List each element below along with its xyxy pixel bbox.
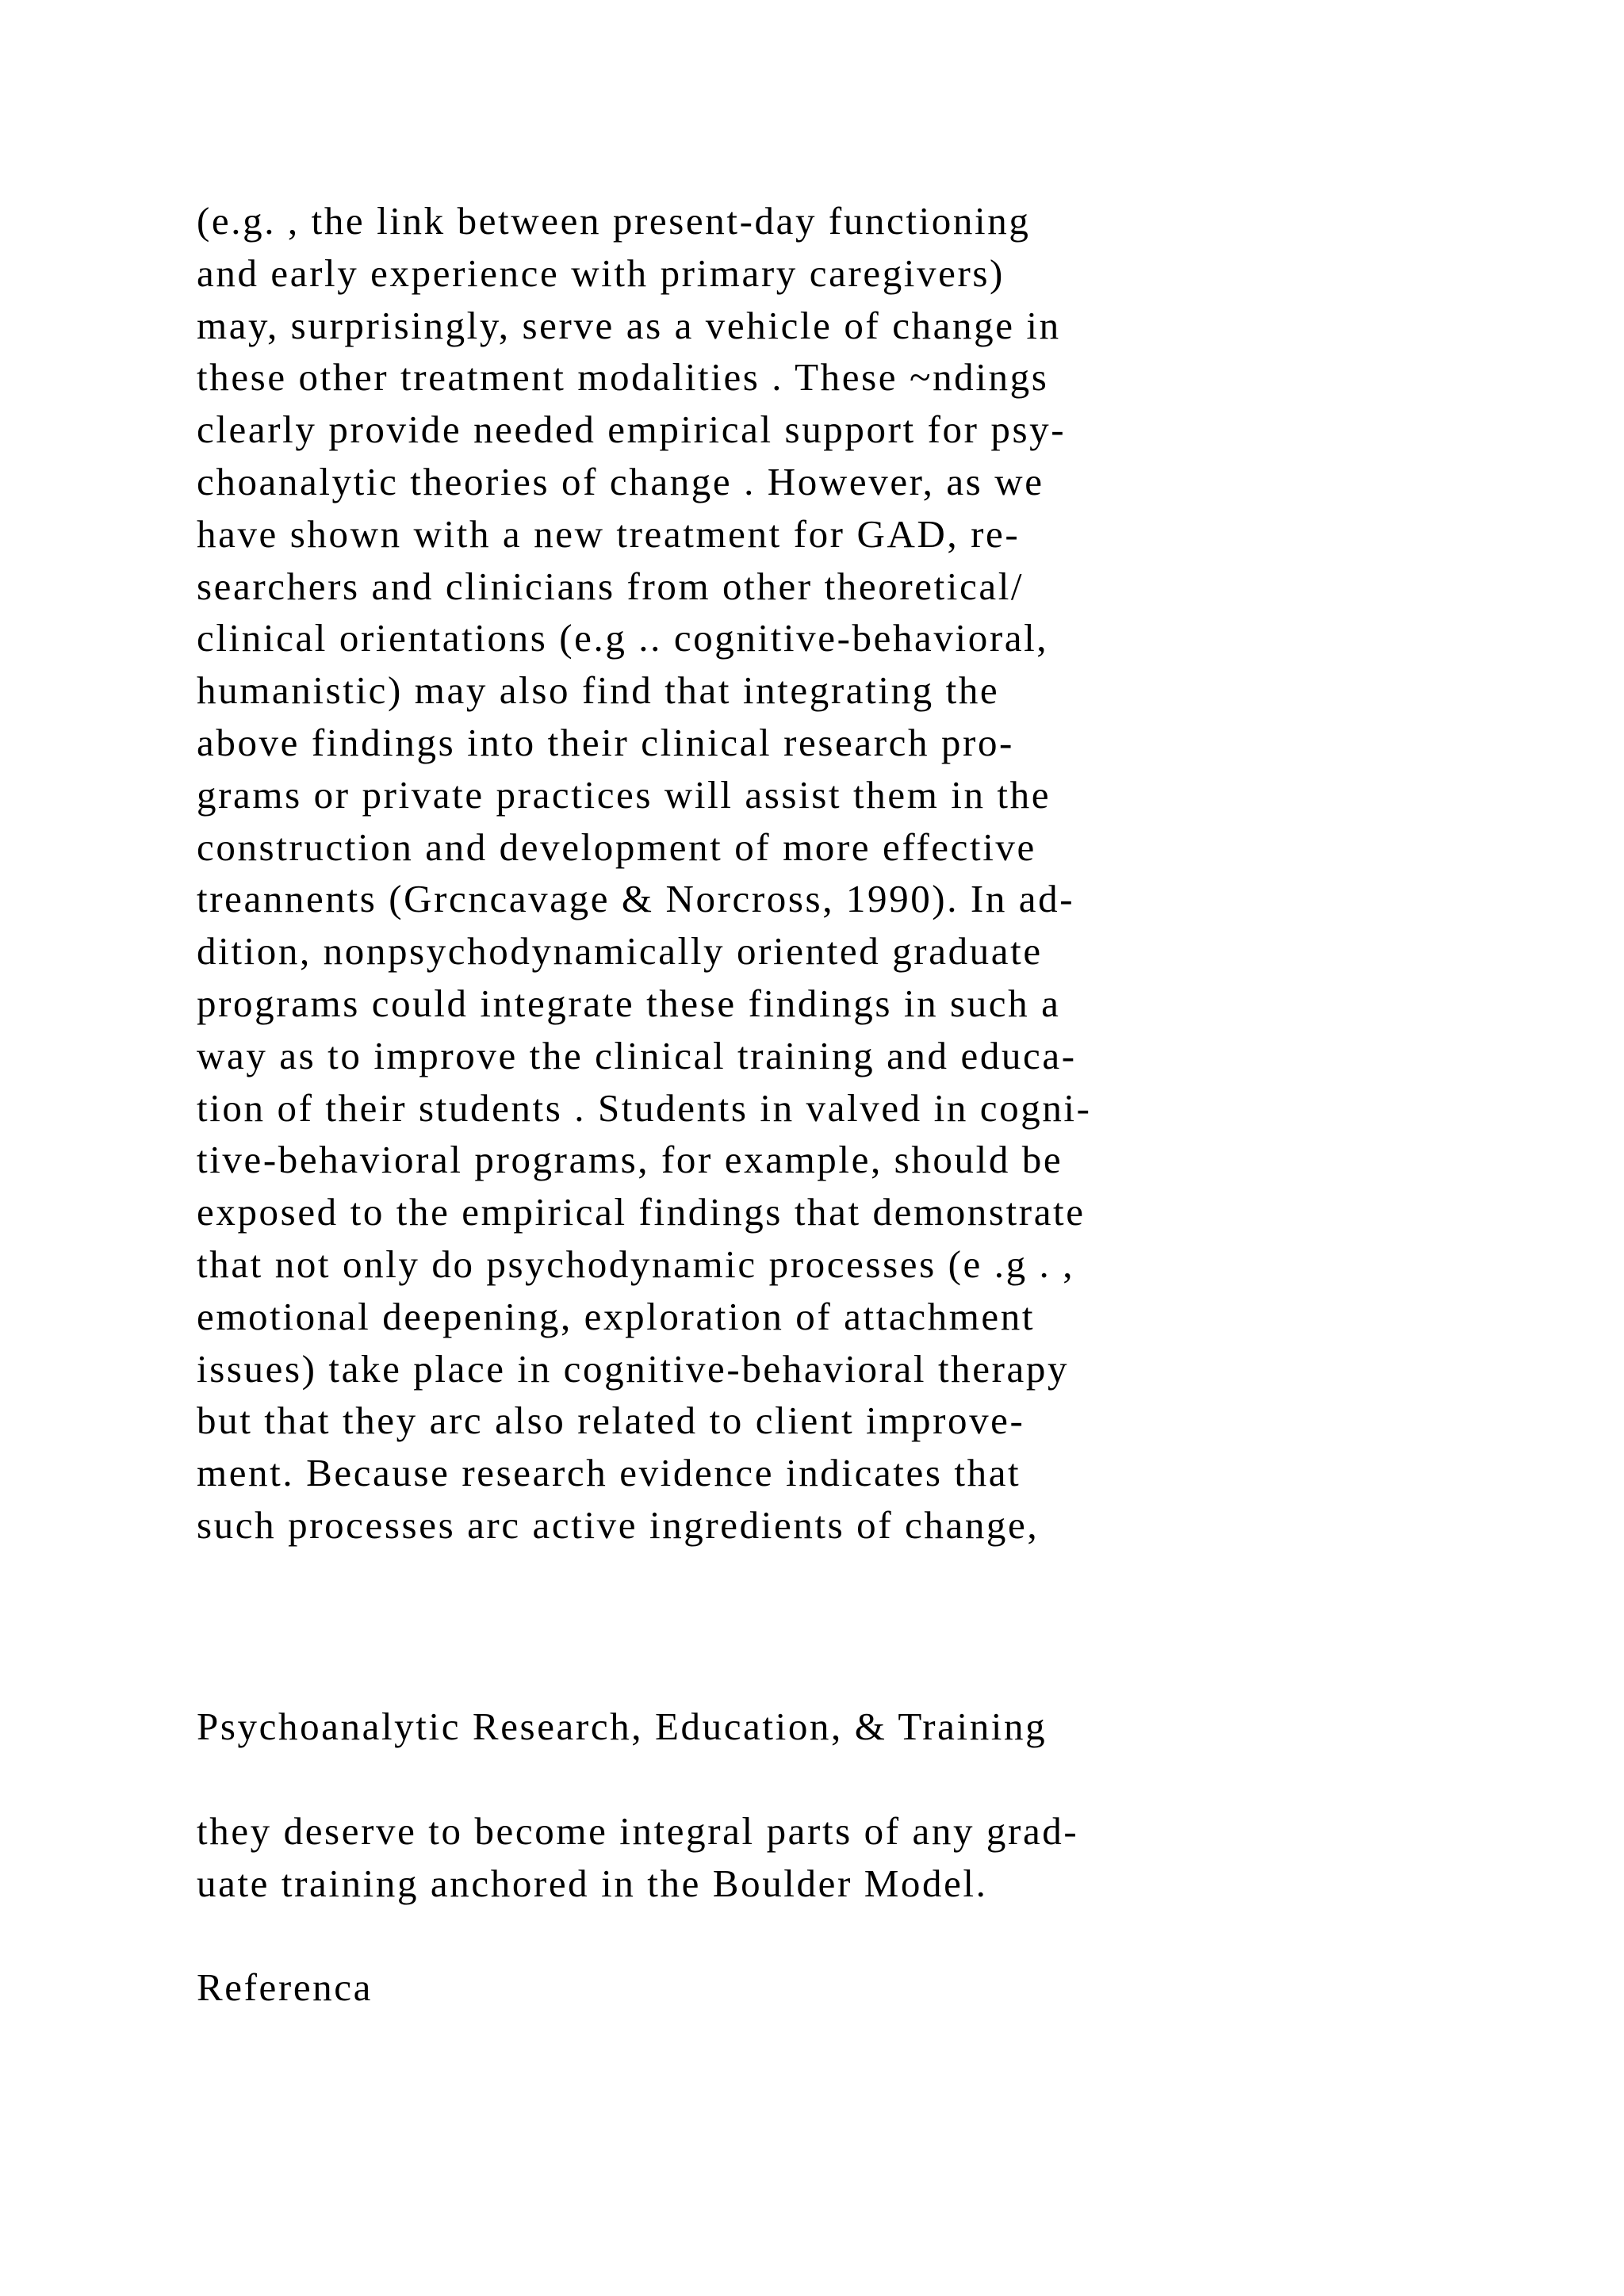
text-line: they deserve to become integral parts of any grad- <box>197 1809 1079 1853</box>
text-line: that not only do psychodynamic processes (e .g . , <box>197 1242 1075 1286</box>
text-line: way as to improve the clinical training and educa- <box>197 1033 1077 1077</box>
text-line: treannents (Grcncavage & Norcross, 1990). In ad- <box>197 877 1075 921</box>
text-line: programs could integrate these findings in such a <box>197 981 1061 1025</box>
continuation-paragraph <box>197 1805 1078 1910</box>
text-line: emotional deepening, exploration of attachment <box>197 1294 1036 1338</box>
text-line: choanalytic theories of change . However, as we <box>197 459 1044 503</box>
text-line: these other treatment modalities . These ~ndings <box>197 355 1049 400</box>
text-line: construction and development of more effective <box>197 825 1036 869</box>
text-line: have shown with a new treatment for GAD, re- <box>197 511 1021 556</box>
text-line: such processes arc active ingredients of change, <box>197 1502 1040 1547</box>
text-line: (e.g. , the link between present-day functioning <box>197 199 1031 243</box>
text-line: issues) take place in cognitive-behavioral therapy <box>197 1346 1070 1391</box>
running-header-text: Psychoanalytic Research, Education, & Training <box>197 1705 1048 1748</box>
text-line: tion of their students . Students in valved in cogni- <box>197 1085 1092 1130</box>
text-line: tive-behavioral programs, for example, should be <box>197 1138 1063 1182</box>
text-line: searchers and clinicians from other theoretical/ <box>197 564 1025 608</box>
text-line: above findings into their clinical research pro- <box>197 720 1014 764</box>
text-line: exposed to the empirical findings that demonstrate <box>197 1190 1086 1234</box>
text-line: clinical orientations (e.g .. cognitive-behavioral, <box>197 616 1049 660</box>
text-line: uate training anchored in the Boulder Model. <box>197 1861 988 1905</box>
references-heading-text: Referenca <box>197 1965 373 2009</box>
text-line: dition, nonpsychodynamically oriented graduate <box>197 929 1043 974</box>
text-line: clearly provide needed empirical support for psy- <box>197 408 1067 452</box>
text-line: humanistic) may also find that integrating the <box>197 668 1000 713</box>
text-line: may, surprisingly, serve as a vehicle of change in <box>197 303 1061 347</box>
text-line: and early experience with primary caregivers) <box>197 251 1005 295</box>
text-line: but that they arc also related to client improve- <box>197 1399 1025 1443</box>
text-line: grams or private practices will assist them in the <box>197 772 1051 817</box>
text-line: ment. Because research evidence indicates that <box>197 1451 1021 1495</box>
running-header <box>197 1701 1047 1753</box>
references-heading <box>197 1961 373 2014</box>
body-paragraph <box>197 195 1092 1552</box>
